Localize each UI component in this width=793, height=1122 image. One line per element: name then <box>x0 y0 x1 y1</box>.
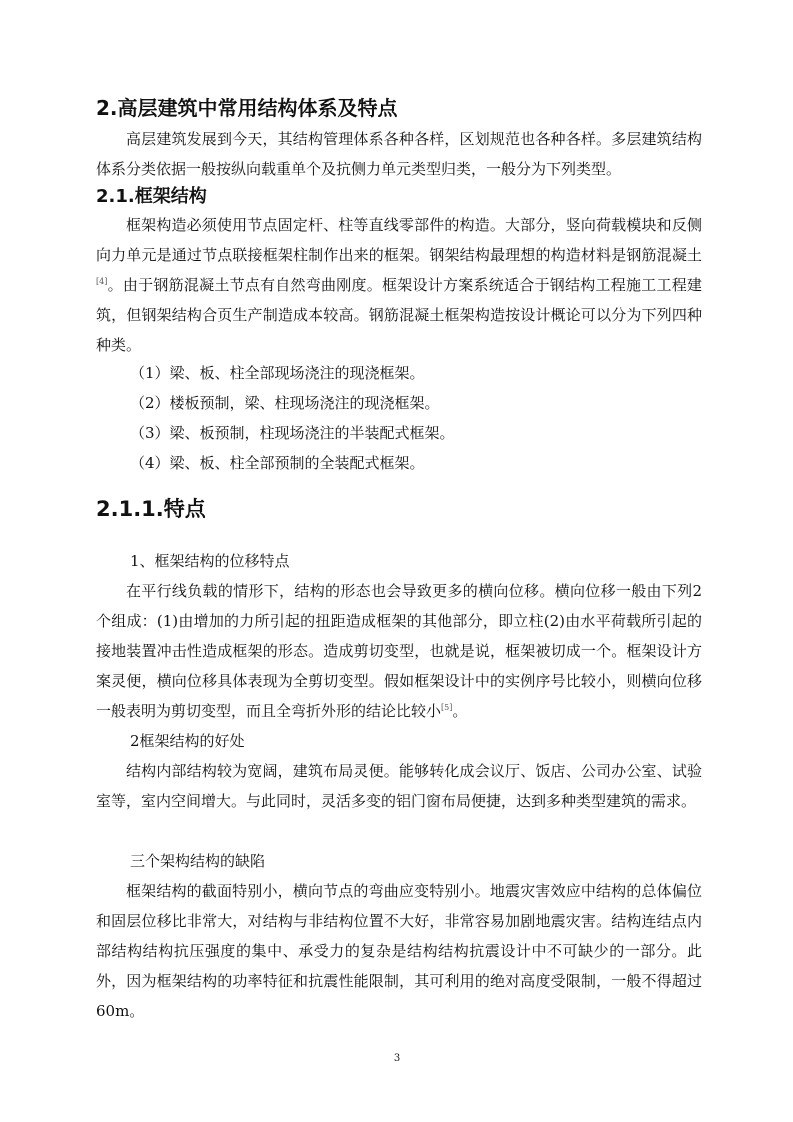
page-number: 3 <box>393 1053 401 1064</box>
list-item-4: （4）梁、板、柱全部预制的全装配式框架。 <box>130 454 425 472</box>
section-2-intro: 高层建筑发展到今天，其结构管理体系各种各样，区划规范也各种各样。多层建筑结构体系分类依据一般按纵向载重单个及抗侧力单元类型归类，一般分为下列类型。 <box>96 130 702 178</box>
advantages-paragraph: 结构内部结构较为宽阔，建筑布局灵便。能够转化成会议厅、饭店、公司办公室、试验室等，室内空间增大。与此同时，灵活多变的铝门窗布局便捷，达到多种类型建筑的需求。 <box>96 762 702 810</box>
paragraph-text: 。由于钢筋混凝土节点有自然弯曲刚度。框架设计方案系统适合于钢结构工程施工工程建筑，但钢架结构合页生产制造成本较高。钢筋混凝土框架构造按设计概论可以分为下列四种种类。 <box>96 276 702 354</box>
displacement-paragraph <box>96 576 702 726</box>
defects-paragraph: 框架结构的截面特别小，横向节点的弯曲应变特别小。地震灾害效应中结构的总体偏位和固层位移比非常大，对结构与非结构位置不大好，非常容易加剧地震灾害。结构连结点内部结构结构抗压强度的集中、承受力的复杂是结构结构抗震设计中不可缺少的一部分。此外，因为框架结构的功率特征和抗震性能限制，其可利用的绝对高度受限制，一般不得超过60m。 <box>96 882 702 1020</box>
paragraph-text: 。 <box>452 702 468 720</box>
subsection-title-displacement: 1、框架结构的位移特点 <box>130 552 290 570</box>
section-heading-2-1: 2.1.框架结构 <box>96 186 207 207</box>
subsection-title-defects: 三个架构结构的缺陷 <box>130 852 266 870</box>
subsection-title-advantages: 2框架结构的好处 <box>130 732 245 750</box>
citation-5: [5] <box>441 703 453 712</box>
citation-4: [4] <box>96 277 108 286</box>
list-item-3: （3）梁、板预制，柱现场浇注的半装配式框架。 <box>130 424 455 442</box>
paragraph-text: 在平行线负载的情形下，结构的形态也会导致更多的横向位移。横向位移一般由下列2个组成：(1)由增加的力所引起的扭距造成框架的其他部分，即立柱(2)由水平荷载所引起的接地装置冲击性造成框架的形态。造成剪切变型，也就是说，框架被切成一个。框架设计方案灵便，横向位移具体表现为全剪切变型。假如框架设计中的实例序号比较小，则横向位移一般表明为剪切变型，而且全弯折外形的结论比较小 <box>96 582 702 720</box>
list-item-1: （1）梁、板、柱全部现场浇注的现浇框架。 <box>130 364 425 382</box>
list-item-2: （2）楼板预制，梁、柱现场浇注的现浇框架。 <box>130 394 440 412</box>
section-heading-2-1-1: 2.1.1.特点 <box>96 497 206 521</box>
section-heading-2: 2.高层建筑中常用结构体系及特点 <box>96 96 398 120</box>
section-2-1-paragraph <box>96 210 702 360</box>
paragraph-text: 框架构造必须使用节点固定杆、柱等直线零部件的构造。大部分，竖向荷载模块和反侧向力单元是通过节点联接框架柱制作出来的框架。钢架结构最理想的构造材料是钢筋混凝土 <box>96 216 702 264</box>
